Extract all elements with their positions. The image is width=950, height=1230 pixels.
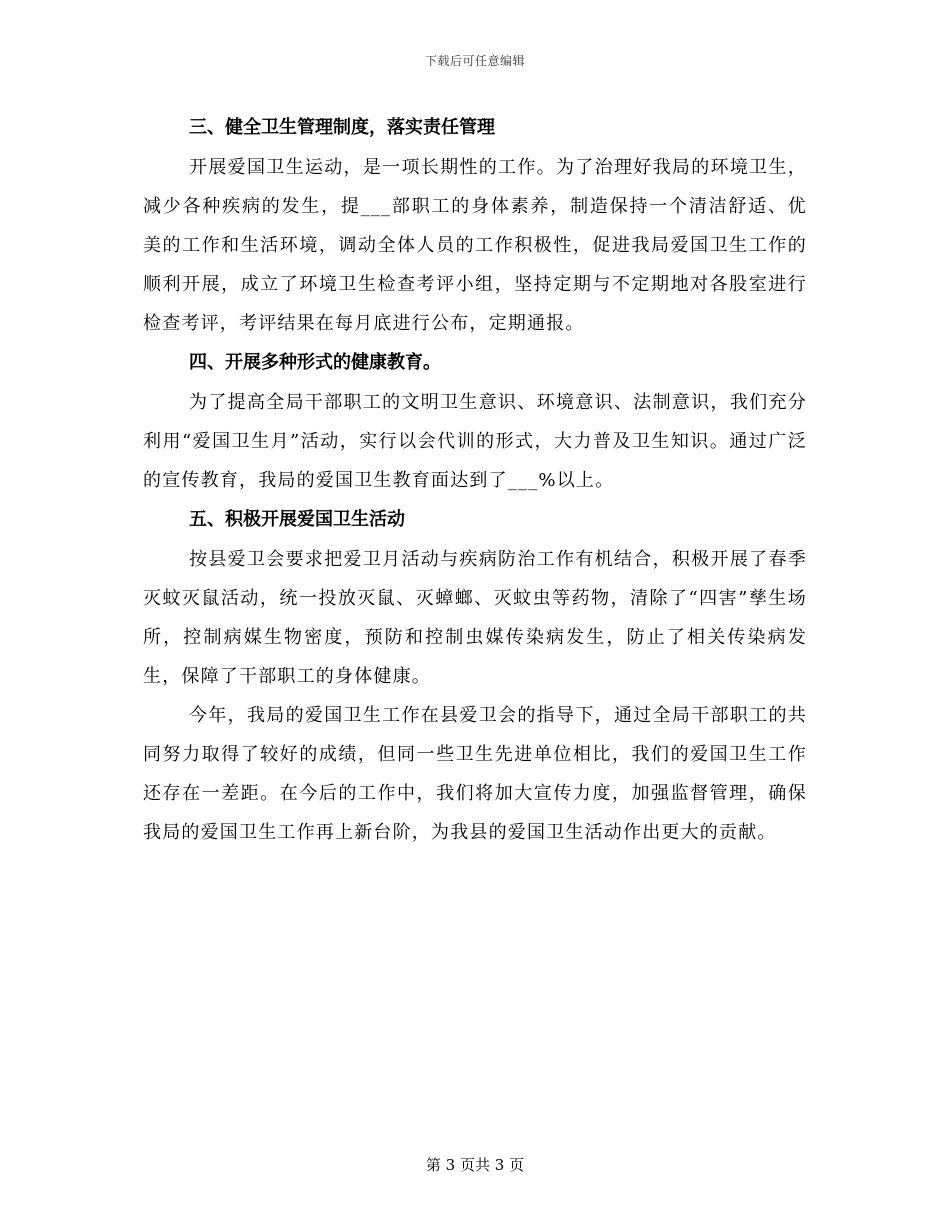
section-heading: 三、健全卫生管理制度，落实责任管理 — [189, 117, 495, 138]
paragraph: 开展爱国卫生运动，是一项长期性的工作。为了治理好我局的环境卫生，减少各种疾病的发生，提___部职工的身体素养，制造保持一个清洁舒适、优美的工作和生活环境，调动全体人员的工作积极性，促进我局爱国卫生工作的顺利开展，成立了环境卫生检查考评小组，坚持定期与不定期地对各股室进行检查考评，考评结果在每月底进行公布，定期通报。 — [143, 157, 807, 334]
paragraph: 今年，我局的爱国卫生工作在县爱卫会的指导下，通过全局干部职工的共同努力取得了较好的成绩，但同一些卫生先进单位相比，我们的爱国卫生工作还存在一差距。在今后的工作中，我们将加大宣传力度，加强监督管理，确保我局的爱国卫生工作再上新台阶，为我县的爱国卫生活动作出更大的贡献。 — [143, 705, 807, 843]
paragraph: 按县爱卫会要求把爱卫月活动与疾病防治工作有机结合，积极开展了春季灭蚊灭鼠活动，统一投放灭鼠、灭蟑螂、灭蚊虫等药物，清除了“四害”孳生场所，控制病媒生物密度，预防和控制虫媒传染病发生，防止了相关传染病发生，保障了干部职工的身体健康。 — [143, 549, 807, 687]
section-3 — [143, 108, 807, 343]
document-body — [143, 108, 807, 852]
section-heading: 四、开展多种形式的健康教育。 — [189, 352, 441, 373]
page-number-footer: 第 3 页共 3 页 — [425, 1156, 525, 1174]
section-heading: 五、积极开展爱国卫生活动 — [189, 509, 405, 530]
section-4 — [143, 343, 807, 500]
section-5 — [143, 500, 807, 852]
page-header: 下载后可任意编辑 — [424, 54, 525, 68]
paragraph: 为了提高全局干部职工的文明卫生意识、环境意识、法制意识，我们充分利用“爱国卫生月”活动，实行以会代训的形式，大力普及卫生知识。通过广泛的宣传教育，我局的爱国卫生教育面达到了___%以上。 — [143, 392, 807, 491]
